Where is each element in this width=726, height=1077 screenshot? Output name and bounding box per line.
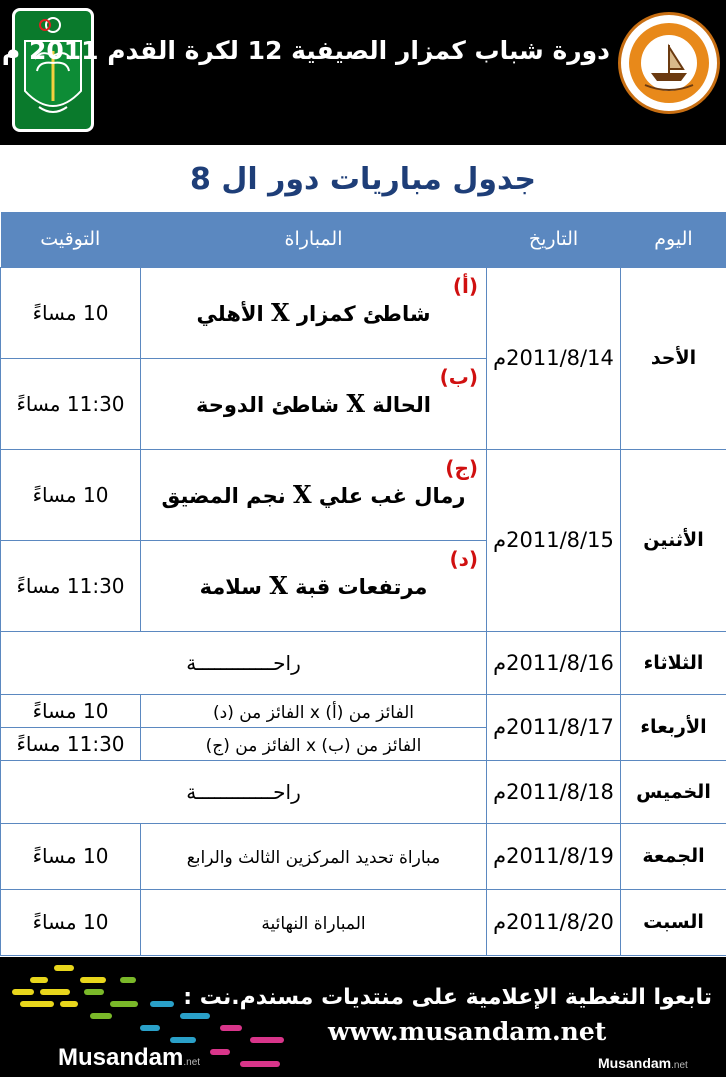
day-cell: الثلاثاء — [621, 631, 726, 694]
day-cell: الأحد — [621, 267, 726, 449]
match-title: الحالة X شاطئ الدوحة — [196, 389, 431, 418]
date-cell: 2011/8/15م — [487, 449, 621, 631]
day-cell: الجمعة — [621, 823, 726, 889]
match-title: شاطئ كمزار X الأهلي — [196, 298, 431, 327]
table-header-row — [1, 212, 726, 267]
group-tag: (ج) — [445, 455, 478, 480]
table-row — [1, 889, 726, 955]
table-row — [1, 267, 726, 358]
match-cell — [141, 540, 487, 631]
club-logo — [12, 8, 94, 132]
header-date: التاريخ — [487, 212, 621, 267]
time-cell: 10 مساءً — [1, 823, 141, 889]
brand-logo-left: Musandam.net — [58, 1044, 201, 1071]
day-cell: الأربعاء — [621, 694, 726, 760]
group-tag: (أ) — [452, 273, 478, 298]
time-cell: 10 مساءً — [1, 449, 141, 540]
header-day: اليوم — [621, 212, 726, 267]
day-cell: الأثنين — [621, 449, 726, 631]
match-cell — [141, 449, 487, 540]
footer-caption: تابعوا التغطية الإعلامية على منتديات مسندم.نت : — [183, 985, 712, 1010]
table-row — [1, 760, 726, 823]
time-cell: 11:30 مساءً — [1, 358, 141, 449]
date-cell: 2011/8/20م — [487, 889, 621, 955]
match-cell — [141, 267, 487, 358]
footer-url[interactable]: www.musandam.net — [328, 1017, 607, 1046]
schedule-subtitle: جدول مباريات دور ال 8 — [190, 162, 536, 197]
tournament-title: دورة شباب كمزار الصيفية 12 لكرة القدم 2011 م — [1, 36, 610, 65]
day-cell: السبت — [621, 889, 726, 955]
table-row — [1, 631, 726, 694]
match-cell — [141, 358, 487, 449]
match-title: رمال غب علي X نجم المضيق — [161, 480, 466, 509]
brand-logo-right: Musandam.net — [598, 1055, 688, 1071]
time-cell: 10 مساءً — [1, 267, 141, 358]
date-cell: 2011/8/17م — [487, 694, 621, 760]
footer-band — [0, 957, 726, 1077]
time-cell: 10 مساءً — [1, 694, 141, 727]
date-cell: 2011/8/14م — [487, 267, 621, 449]
header-band — [0, 0, 726, 145]
date-cell: 2011/8/18م — [487, 760, 621, 823]
match-cell: مباراة تحديد المركزين الثالث والرابع — [141, 823, 487, 889]
header-time: التوقيت — [1, 212, 141, 267]
tournament-logo — [618, 12, 720, 114]
match-title: مرتفعات قبة X سلامة — [199, 571, 428, 600]
date-cell: 2011/8/16م — [487, 631, 621, 694]
time-cell: 11:30 مساءً — [1, 540, 141, 631]
table-row — [1, 694, 726, 727]
time-cell: 10 مساءً — [1, 889, 141, 955]
rest-cell: راحـــــــــــــة — [1, 631, 487, 694]
match-cell: المباراة النهائية — [141, 889, 487, 955]
group-tag: (ب) — [439, 364, 478, 389]
group-tag: (د) — [449, 546, 478, 571]
table-row — [1, 823, 726, 889]
table-row — [1, 449, 726, 540]
rest-cell: راحـــــــــــــة — [1, 760, 487, 823]
time-cell: 11:30 مساءً — [1, 727, 141, 760]
schedule-table — [0, 212, 726, 956]
date-cell: 2011/8/19م — [487, 823, 621, 889]
match-cell: الفائز من (ب) x الفائز من (ج) — [141, 727, 487, 760]
header-match: المباراة — [141, 212, 487, 267]
match-cell: الفائز من (أ) x الفائز من (د) — [141, 694, 487, 727]
day-cell: الخميس — [621, 760, 726, 823]
